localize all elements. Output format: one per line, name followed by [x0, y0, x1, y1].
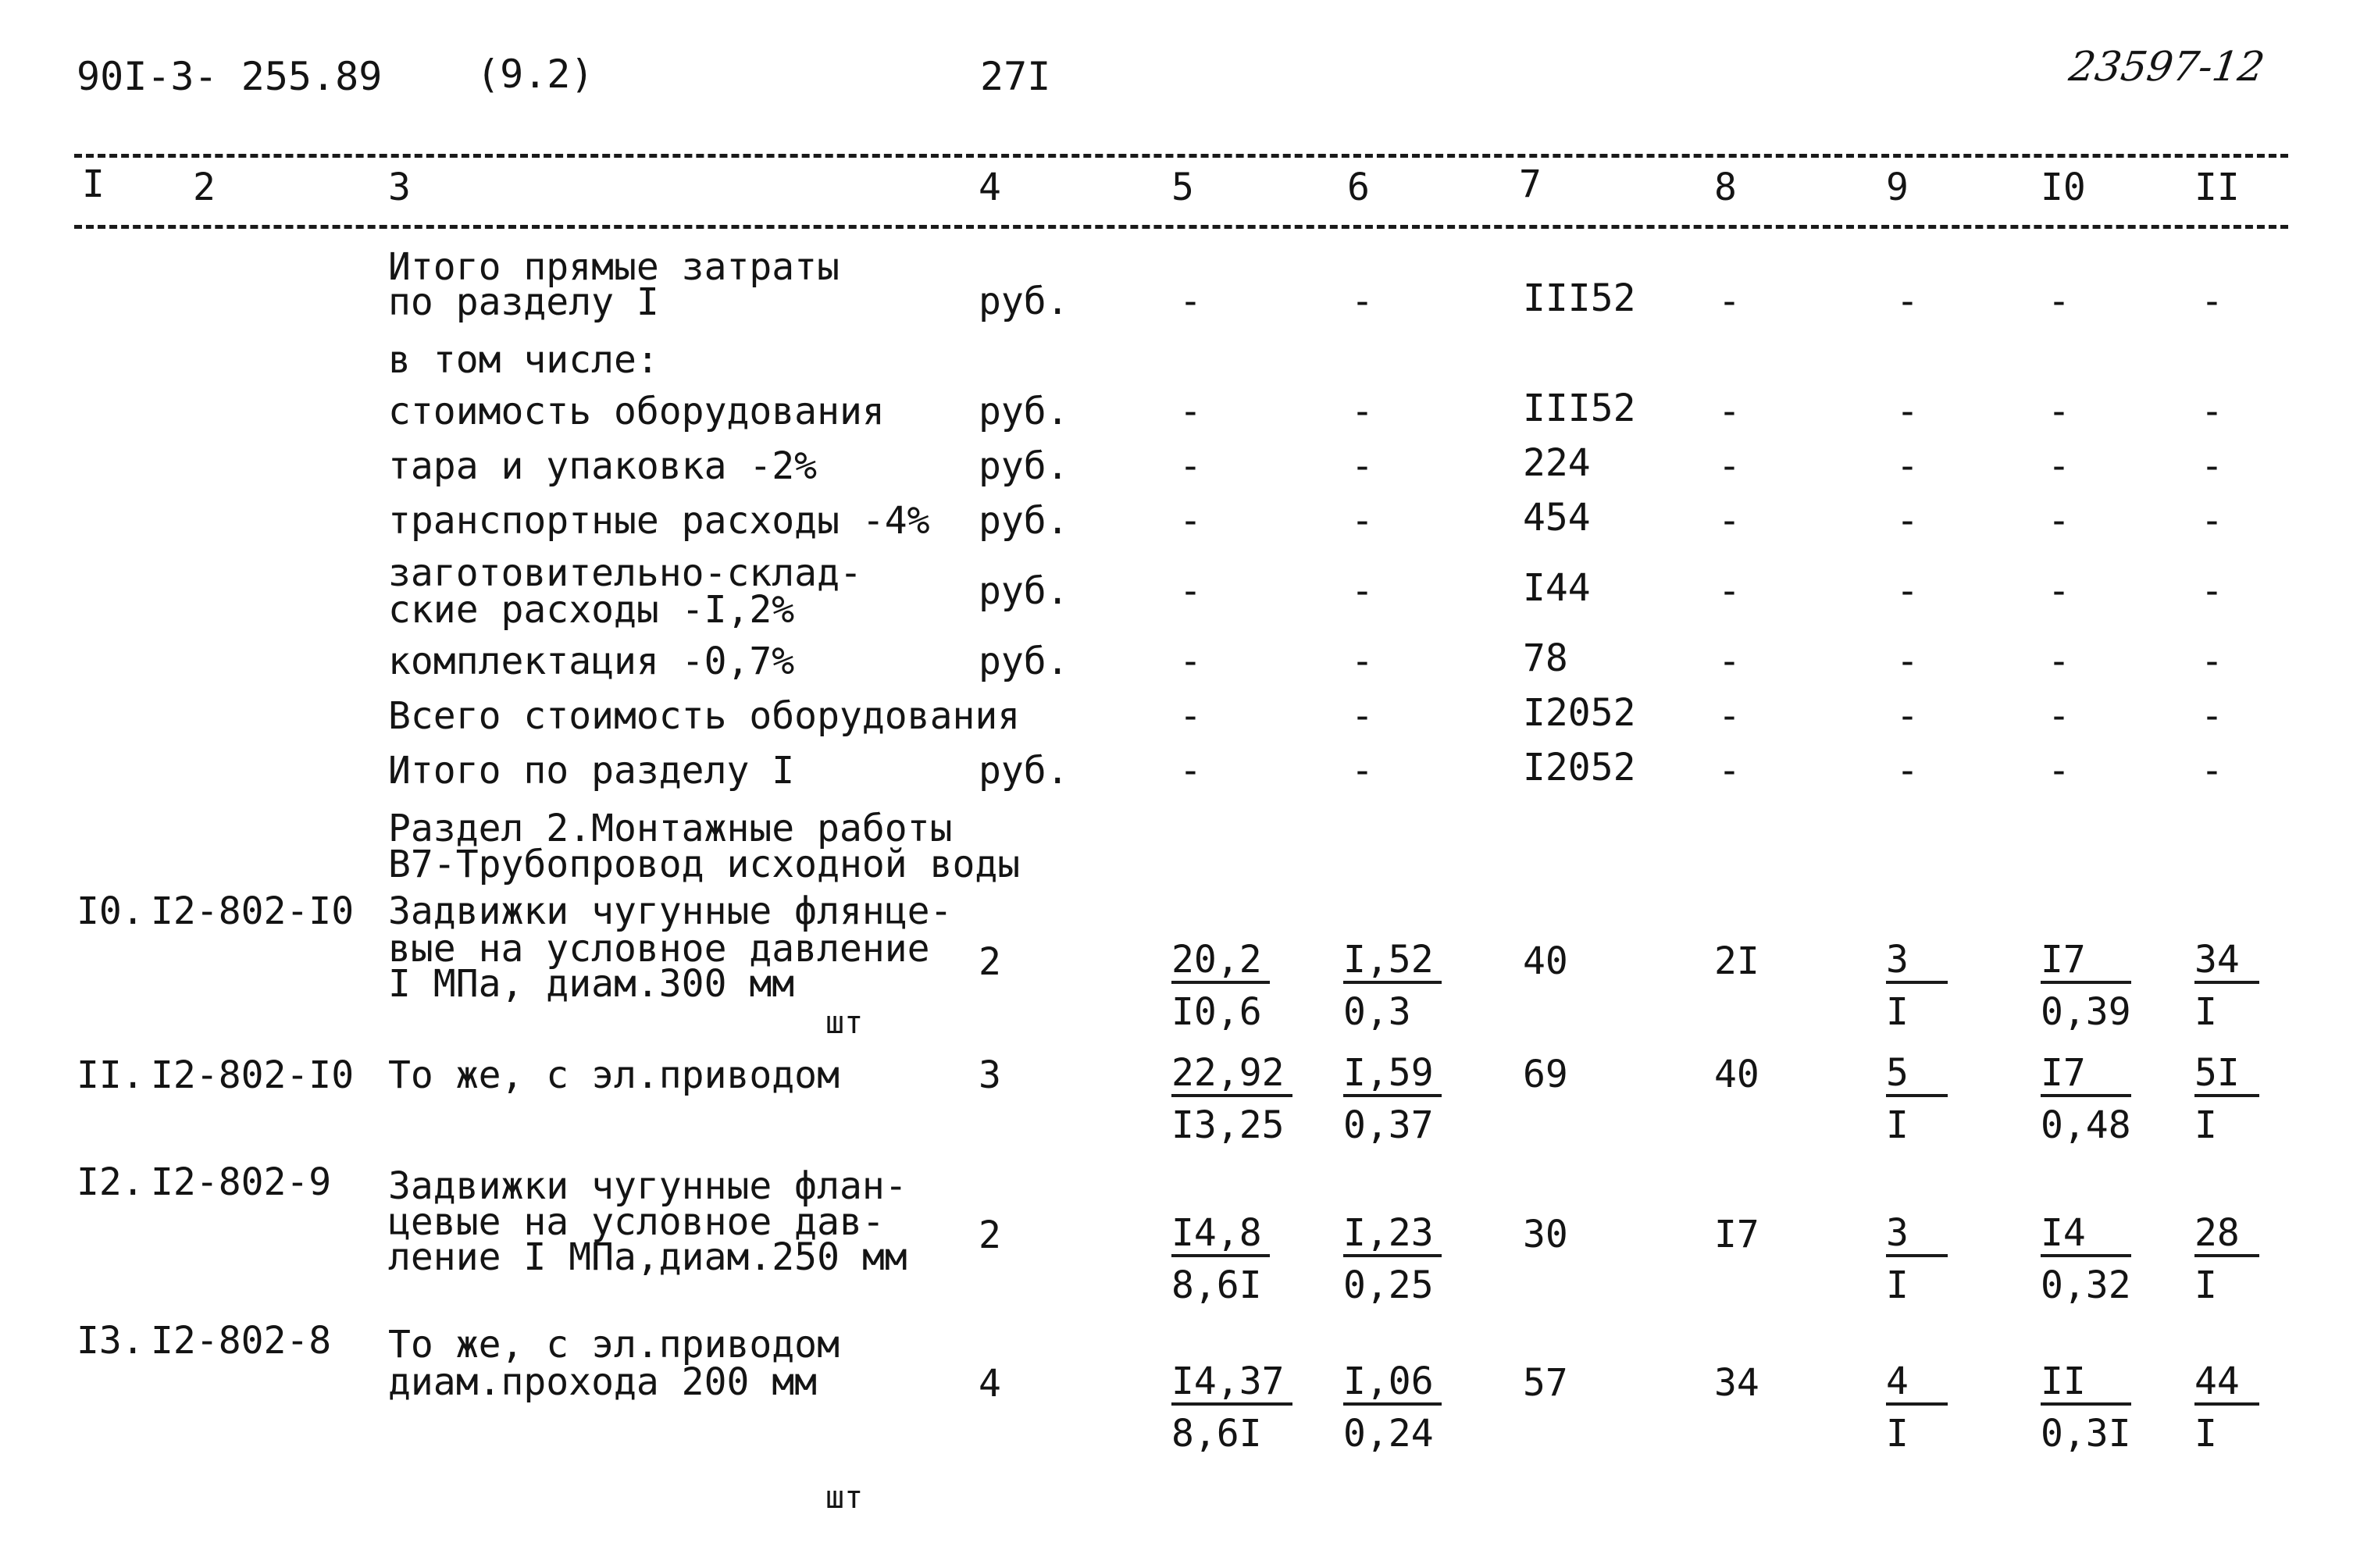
row-name-line: ские расходы -I,2%: [388, 588, 795, 632]
cell-col9: $\frac{3}{I}$: [1886, 1214, 1948, 1304]
document-code: 90I-3- 255.89: [77, 54, 383, 99]
quantity-cell: 3: [979, 1053, 1001, 1097]
cell-col9: $\frac{3}{I}$: [1886, 941, 1948, 1031]
cell-col10: $\frac{I7}{0,39}$: [2041, 938, 2131, 1034]
section-heading: Раздел 2.Монтажные работы: [388, 807, 953, 850]
cell-col10: -: [2048, 444, 2070, 488]
cell-col9: -: [1896, 694, 1919, 738]
item-number: I0.: [77, 889, 144, 933]
cell-col7: 69: [1523, 1053, 1568, 1096]
unit-label: шт: [825, 1005, 864, 1041]
cell-col6: -: [1351, 749, 1374, 793]
item-number: I2.: [77, 1160, 144, 1204]
cell-col6: -: [1351, 280, 1374, 323]
column-header-8: 8: [1714, 166, 1737, 209]
cell-col10: -: [2048, 390, 2070, 433]
quantity-cell: 2: [979, 940, 1001, 984]
cell-col5: -: [1179, 444, 1202, 488]
item-number: I3.: [77, 1319, 144, 1363]
cell-col10: -: [2048, 569, 2070, 613]
cell-col7: 78: [1523, 636, 1568, 680]
cell-col7: III52: [1523, 276, 1636, 320]
column-header-7: 7: [1519, 162, 1542, 206]
column-header-11: II: [2194, 166, 2240, 209]
cell-col11: -: [2201, 280, 2223, 323]
cell-col10: -: [2048, 749, 2070, 793]
cell-col11: -: [2201, 640, 2223, 683]
cell-col10: -: [2048, 694, 2070, 738]
cell-col5: -: [1179, 280, 1202, 323]
cell-col8: -: [1718, 280, 1741, 323]
cell-col5: $\frac{20,2}{I0,6}$: [1171, 941, 1270, 1031]
cell-col11: $\frac{5I}{I}$: [2194, 1054, 2259, 1144]
cell-col9: $\frac{4}{I}$: [1886, 1363, 1948, 1452]
cell-col10: $\frac{I4}{0,32}$: [2041, 1211, 2131, 1307]
item-code: I2-802-I0: [151, 889, 355, 933]
cell-col7: 224: [1523, 441, 1591, 485]
cell-col11: -: [2201, 694, 2223, 738]
item-code: I2-802-9: [151, 1160, 332, 1204]
item-description-line: Задвижки чугунные флянце-: [388, 889, 953, 933]
cell-col7: 454: [1523, 496, 1591, 540]
cell-col8: -: [1718, 749, 1741, 793]
cell-col6: $\frac{I,52}{0,3}$: [1343, 941, 1442, 1031]
cell-col7: I44: [1523, 566, 1591, 610]
unit-cell: руб.: [979, 390, 1069, 433]
quantity-cell: 2: [979, 1213, 1001, 1257]
subheading-including: в том числе:: [388, 338, 659, 382]
cell-col6: -: [1351, 640, 1374, 683]
cell-col11: -: [2201, 444, 2223, 488]
cell-col5: $\frac{I4,8}{8,6I}$: [1171, 1214, 1270, 1304]
cell-col10: $\frac{I7}{0,48}$: [2041, 1051, 2131, 1147]
cell-col11: -: [2201, 749, 2223, 793]
cell-col6: $\frac{I,06}{0,24}$: [1343, 1363, 1442, 1452]
row-name-line: комплектация -0,7%: [388, 640, 795, 683]
item-code: I2-802-I0: [151, 1053, 355, 1097]
cell-col5: -: [1179, 694, 1202, 738]
cell-col8: 34: [1714, 1361, 1759, 1405]
cell-col7: I2052: [1523, 746, 1636, 789]
item-number: II.: [77, 1053, 144, 1097]
cell-col5: -: [1179, 640, 1202, 683]
row-name-line: по разделу I: [388, 280, 659, 324]
row-name-line: Итого по разделу I: [388, 749, 795, 793]
cell-col6: $\frac{I,59}{0,37}$: [1343, 1054, 1442, 1144]
row-name-line: Всего стоимость оборудования: [388, 694, 1021, 738]
cell-col11: -: [2201, 390, 2223, 433]
cell-col11: -: [2201, 499, 2223, 543]
cell-col8: -: [1718, 640, 1741, 683]
column-header-4: 4: [979, 166, 1001, 209]
cell-col11: $\frac{44}{I}$: [2194, 1363, 2259, 1452]
cell-col9: -: [1896, 444, 1919, 488]
cell-col8: -: [1718, 694, 1741, 738]
cell-col10: $\frac{II}{0,3I}$: [2041, 1360, 2131, 1456]
header-rule-top: [74, 154, 2288, 158]
column-header-5: 5: [1171, 166, 1194, 209]
quantity-cell: 4: [979, 1362, 1001, 1406]
cell-col5: -: [1179, 569, 1202, 613]
cell-col5: $\frac{I4,37}{8,6I}$: [1171, 1363, 1292, 1452]
row-name-line: стоимость оборудования: [388, 390, 885, 433]
cell-col9: -: [1896, 569, 1919, 613]
cell-col11: $\frac{28}{I}$: [2194, 1214, 2259, 1304]
cell-col6: -: [1351, 444, 1374, 488]
item-description-line: ление I МПа,диам.250 мм: [388, 1235, 907, 1279]
cell-col10: -: [2048, 499, 2070, 543]
cell-col5: -: [1179, 749, 1202, 793]
cell-col7: III52: [1523, 387, 1636, 430]
cell-col8: -: [1718, 390, 1741, 433]
cell-col9: -: [1896, 749, 1919, 793]
cell-col7: I2052: [1523, 691, 1636, 735]
cell-col8: 2I: [1714, 939, 1759, 983]
row-name-line: заготовительно-склад-: [388, 551, 862, 595]
section-subheading: В7-Трубопровод исходной воды: [388, 843, 1021, 886]
cell-col7: 30: [1523, 1213, 1568, 1256]
cell-col10: -: [2048, 640, 2070, 683]
cell-col6: -: [1351, 694, 1374, 738]
section-code: (9.2): [476, 52, 594, 97]
column-header-2: 2: [193, 166, 216, 209]
column-header-3: 3: [388, 166, 411, 209]
cell-col6: -: [1351, 499, 1374, 543]
cell-col9: -: [1896, 499, 1919, 543]
row-name-line: тара и упаковка -2%: [388, 444, 818, 488]
cell-col11: $\frac{34}{I}$: [2194, 941, 2259, 1031]
row-name-line: транспортные расходы -4%: [388, 499, 930, 543]
cell-col9: -: [1896, 640, 1919, 683]
cell-col5: -: [1179, 499, 1202, 543]
item-code: I2-802-8: [151, 1319, 332, 1363]
unit-cell: руб.: [979, 569, 1069, 613]
cell-col5: $\frac{22,92}{I3,25}$: [1171, 1054, 1292, 1144]
unit-cell: руб.: [979, 749, 1069, 793]
item-description-line: Задвижки чугунные флан-: [388, 1164, 907, 1208]
item-description-line: I МПа, диам.300 мм: [388, 962, 795, 1006]
cell-col8: -: [1718, 444, 1741, 488]
row-name-line: Итого прямые затраты: [388, 245, 840, 289]
cell-col9: -: [1896, 390, 1919, 433]
cell-col8: I7: [1714, 1213, 1759, 1256]
cell-col11: -: [2201, 569, 2223, 613]
cell-col8: -: [1718, 569, 1741, 613]
column-header-9: 9: [1886, 166, 1909, 209]
item-description-line: цевые на условное дав-: [388, 1200, 885, 1244]
cell-col7: 40: [1523, 939, 1568, 983]
cell-col10: -: [2048, 280, 2070, 323]
unit-cell: руб.: [979, 444, 1069, 488]
header-rule-bottom: [74, 225, 2288, 229]
cell-col5: -: [1179, 390, 1202, 433]
unit-cell: руб.: [979, 499, 1069, 543]
cell-col6: -: [1351, 569, 1374, 613]
unit-cell: руб.: [979, 280, 1069, 323]
item-description-line: То же, с эл.приводом: [388, 1323, 840, 1367]
item-description-line: диам.прохода 200 мм: [388, 1360, 818, 1404]
page-number: 27I: [980, 54, 1051, 99]
unit-cell: руб.: [979, 640, 1069, 683]
unit-label: шт: [825, 1480, 864, 1516]
cell-col6: -: [1351, 390, 1374, 433]
archive-number: 23597-12: [2066, 44, 2268, 91]
column-header-6: 6: [1347, 166, 1370, 209]
item-description-line: вые на условное давление: [388, 927, 930, 971]
column-header-1: I: [82, 162, 105, 206]
cell-col8: 40: [1714, 1053, 1759, 1096]
column-header-10: I0: [2041, 166, 2086, 209]
item-description-line: То же, с эл.приводом: [388, 1053, 840, 1097]
cell-col8: -: [1718, 499, 1741, 543]
cell-col9: $\frac{5}{I}$: [1886, 1054, 1948, 1144]
cell-col7: 57: [1523, 1361, 1568, 1405]
cell-col9: -: [1896, 280, 1919, 323]
cell-col6: $\frac{I,23}{0,25}$: [1343, 1214, 1442, 1304]
